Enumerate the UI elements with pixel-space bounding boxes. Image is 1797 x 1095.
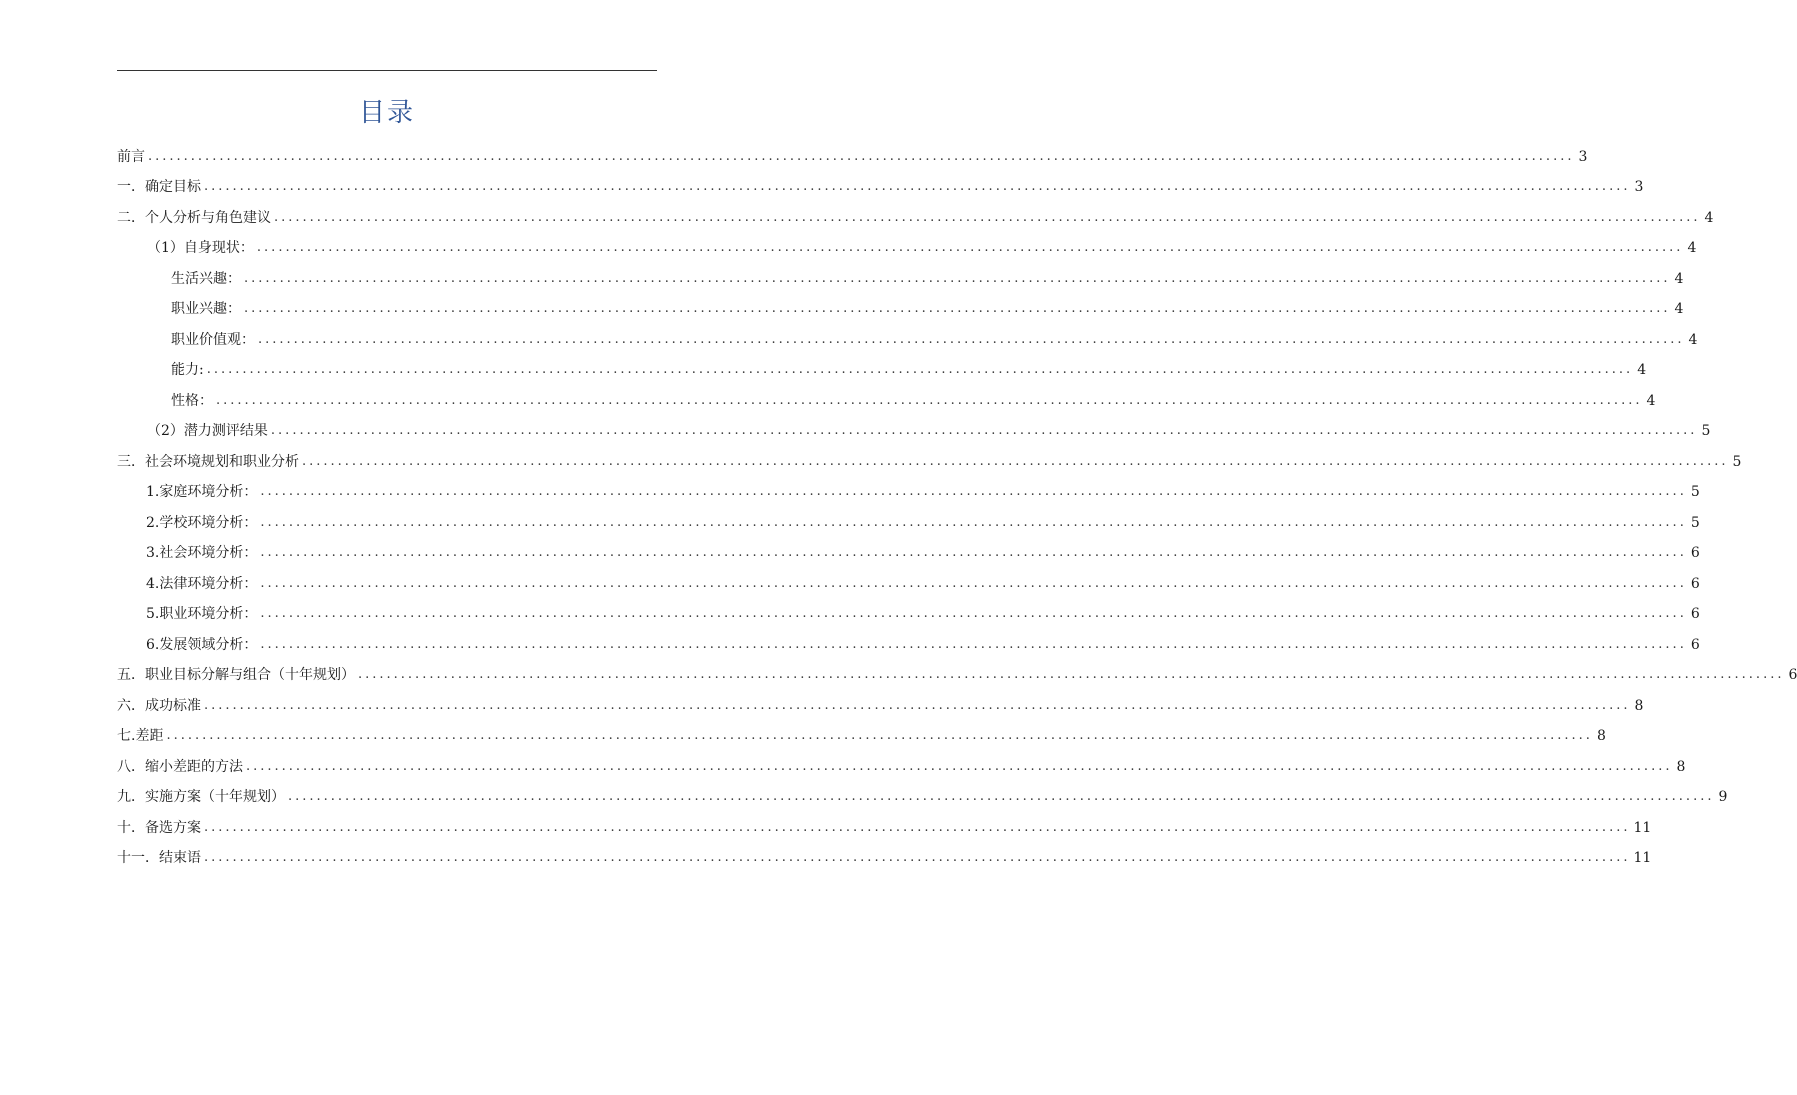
toc-entry-page-number: 5 <box>1732 453 1742 470</box>
toc-leader-dots: ........................................................................................................................................................................................................ <box>260 545 1687 560</box>
toc-leader-dots: ........................................................................................................................................................................................................ <box>260 636 1687 652</box>
toc-entry-label: （1）自身现状： <box>147 240 254 256</box>
toc-entry[interactable] <box>117 563 1700 594</box>
toc-entry[interactable] <box>117 228 1697 259</box>
toc-leader-dots: ........................................................................................................................................................................................................ <box>260 514 1687 530</box>
toc-entry-label: 生活兴趣： <box>171 270 241 287</box>
toc-entry-label: 一．确定目标 <box>117 179 201 195</box>
toc-entry[interactable] <box>117 685 1644 716</box>
toc-entry-label: 七.差距 <box>117 728 164 744</box>
toc-entry-page-number: 4 <box>1704 209 1714 226</box>
toc-entry-label: 2.学校环境分析： <box>146 514 258 531</box>
toc-entry-label: 八．缩小差距的方法 <box>117 758 243 775</box>
toc-entry-page-number: 6 <box>1690 606 1700 622</box>
toc-entry[interactable] <box>117 655 1797 686</box>
toc-leader-dots: ........................................................................................................................................................................................................ <box>274 209 1701 225</box>
toc-title: 目录 <box>358 98 415 128</box>
toc-entry-label: 前言 <box>117 148 145 165</box>
toc-entry-page-number: 11 <box>1633 819 1652 836</box>
toc-entry-label: 九．实施方案（十年规划） <box>117 789 285 805</box>
toc-entry[interactable] <box>117 594 1700 625</box>
toc-leader-dots: ........................................................................................................................................................................................................ <box>358 667 1785 682</box>
toc-leader-dots: ........................................................................................................................................................................................................ <box>260 575 1687 591</box>
toc-entry[interactable] <box>117 441 1742 472</box>
toc-entry-page-number: 8 <box>1634 697 1644 714</box>
toc-entry[interactable] <box>117 624 1700 655</box>
header-rule <box>117 70 657 71</box>
toc-entry-page-number: 4 <box>1637 362 1647 378</box>
toc-entry-page-number: 6 <box>1690 575 1700 592</box>
toc-entry[interactable] <box>117 319 1698 350</box>
toc-entry-label: 1.家庭环境分析： <box>146 484 258 500</box>
toc-entry-page-number: 6 <box>1788 667 1797 683</box>
toc-entry-page-number: 9 <box>1718 789 1728 805</box>
toc-entry-page-number: 8 <box>1597 728 1606 744</box>
toc-entry[interactable] <box>117 350 1647 381</box>
toc-entry-label: 能力: <box>171 362 204 378</box>
toc-entry-label: 5.职业环境分析： <box>146 606 258 622</box>
toc-entry-page-number: 4 <box>1687 240 1697 256</box>
toc-entry[interactable] <box>117 807 1652 838</box>
toc-entry[interactable] <box>117 746 1686 777</box>
toc-entry-label: 职业兴趣： <box>171 301 241 317</box>
toc-entry-label: 4.法律环境分析： <box>146 575 258 592</box>
toc-entry[interactable] <box>117 716 1606 747</box>
toc-entry-label: 十．备选方案 <box>117 819 201 836</box>
toc-entry-page-number: 4 <box>1646 392 1656 409</box>
toc-entry-page-number: 5 <box>1690 484 1700 500</box>
toc-entry-page-number: 5 <box>1701 423 1711 439</box>
toc-leader-dots: ........................................................................................................................................................................................................ <box>206 362 1634 377</box>
toc-entry-page-number: 4 <box>1674 301 1684 317</box>
toc-leader-dots: ........................................................................................................................................................................................................ <box>260 606 1687 621</box>
toc-leader-dots: ........................................................................................................................................................................................................ <box>256 240 1684 255</box>
toc-leader-dots: ........................................................................................................................................................................................................ <box>216 392 1643 408</box>
toc-leader-dots: ........................................................................................................................................................................................................ <box>166 728 1593 743</box>
toc-entry[interactable] <box>117 502 1700 533</box>
toc-entry[interactable] <box>117 197 1714 228</box>
toc-entry-label: （2）潜力测评结果 <box>147 423 268 439</box>
toc-entry[interactable] <box>117 136 1588 167</box>
toc-entry-label: 六．成功标准 <box>117 697 201 714</box>
toc-leader-dots: ........................................................................................................................................................................................................ <box>204 179 1631 194</box>
toc-entry-page-number: 4 <box>1674 270 1684 287</box>
toc-entry-label: 二．个人分析与角色建议 <box>117 209 271 226</box>
toc-leader-dots: ........................................................................................................................................................................................................ <box>270 423 1698 438</box>
toc-leader-dots: ........................................................................................................................................................................................................ <box>244 301 1671 316</box>
toc-entry[interactable] <box>117 838 1652 869</box>
toc-entry-label: 6.发展领域分析： <box>146 636 258 653</box>
toc-leader-dots: ........................................................................................................................................................................................................ <box>244 270 1671 286</box>
toc-leader-dots: ........................................................................................................................................................................................................ <box>288 789 1715 804</box>
toc-list <box>117 136 1797 868</box>
toc-entry[interactable] <box>117 777 1728 808</box>
toc-entry[interactable] <box>117 289 1684 320</box>
toc-entry[interactable] <box>117 167 1644 198</box>
toc-leader-dots: ........................................................................................................................................................................................................ <box>204 850 1631 865</box>
toc-entry-page-number: 6 <box>1690 636 1700 653</box>
toc-leader-dots: ........................................................................................................................................................................................................ <box>260 484 1687 499</box>
toc-entry-page-number: 3 <box>1634 179 1644 195</box>
toc-entry-label: 3.社会环境分析： <box>146 545 258 561</box>
toc-entry[interactable] <box>117 258 1684 289</box>
toc-entry[interactable] <box>117 380 1656 411</box>
toc-entry-page-number: 3 <box>1578 148 1588 165</box>
toc-leader-dots: ........................................................................................................................................................................................................ <box>204 819 1631 835</box>
toc-entry-page-number: 8 <box>1676 758 1686 775</box>
toc-entry-page-number: 5 <box>1690 514 1700 531</box>
toc-entry-label: 五．职业目标分解与组合（十年规划） <box>117 667 355 683</box>
toc-entry-label: 三．社会环境规划和职业分析 <box>117 453 299 470</box>
toc-entry[interactable] <box>117 533 1700 564</box>
toc-entry[interactable] <box>117 472 1700 503</box>
toc-entry-page-number: 4 <box>1688 331 1698 348</box>
toc-entry-label: 十一．结束语 <box>117 850 201 866</box>
toc-leader-dots: ........................................................................................................................................................................................................ <box>246 758 1673 774</box>
toc-entry-page-number: 6 <box>1690 545 1700 561</box>
toc-leader-dots: ........................................................................................................................................................................................................ <box>302 453 1729 469</box>
toc-leader-dots: ........................................................................................................................................................................................................ <box>204 697 1631 713</box>
toc-entry-label: 性格： <box>171 392 213 409</box>
toc-entry-page-number: 11 <box>1633 850 1652 866</box>
toc-entry-label: 职业价值观： <box>171 331 255 348</box>
toc-entry[interactable] <box>117 411 1711 442</box>
toc-leader-dots: ........................................................................................................................................................................................................ <box>258 331 1685 347</box>
toc-leader-dots: ........................................................................................................................................................................................................ <box>148 148 1575 164</box>
